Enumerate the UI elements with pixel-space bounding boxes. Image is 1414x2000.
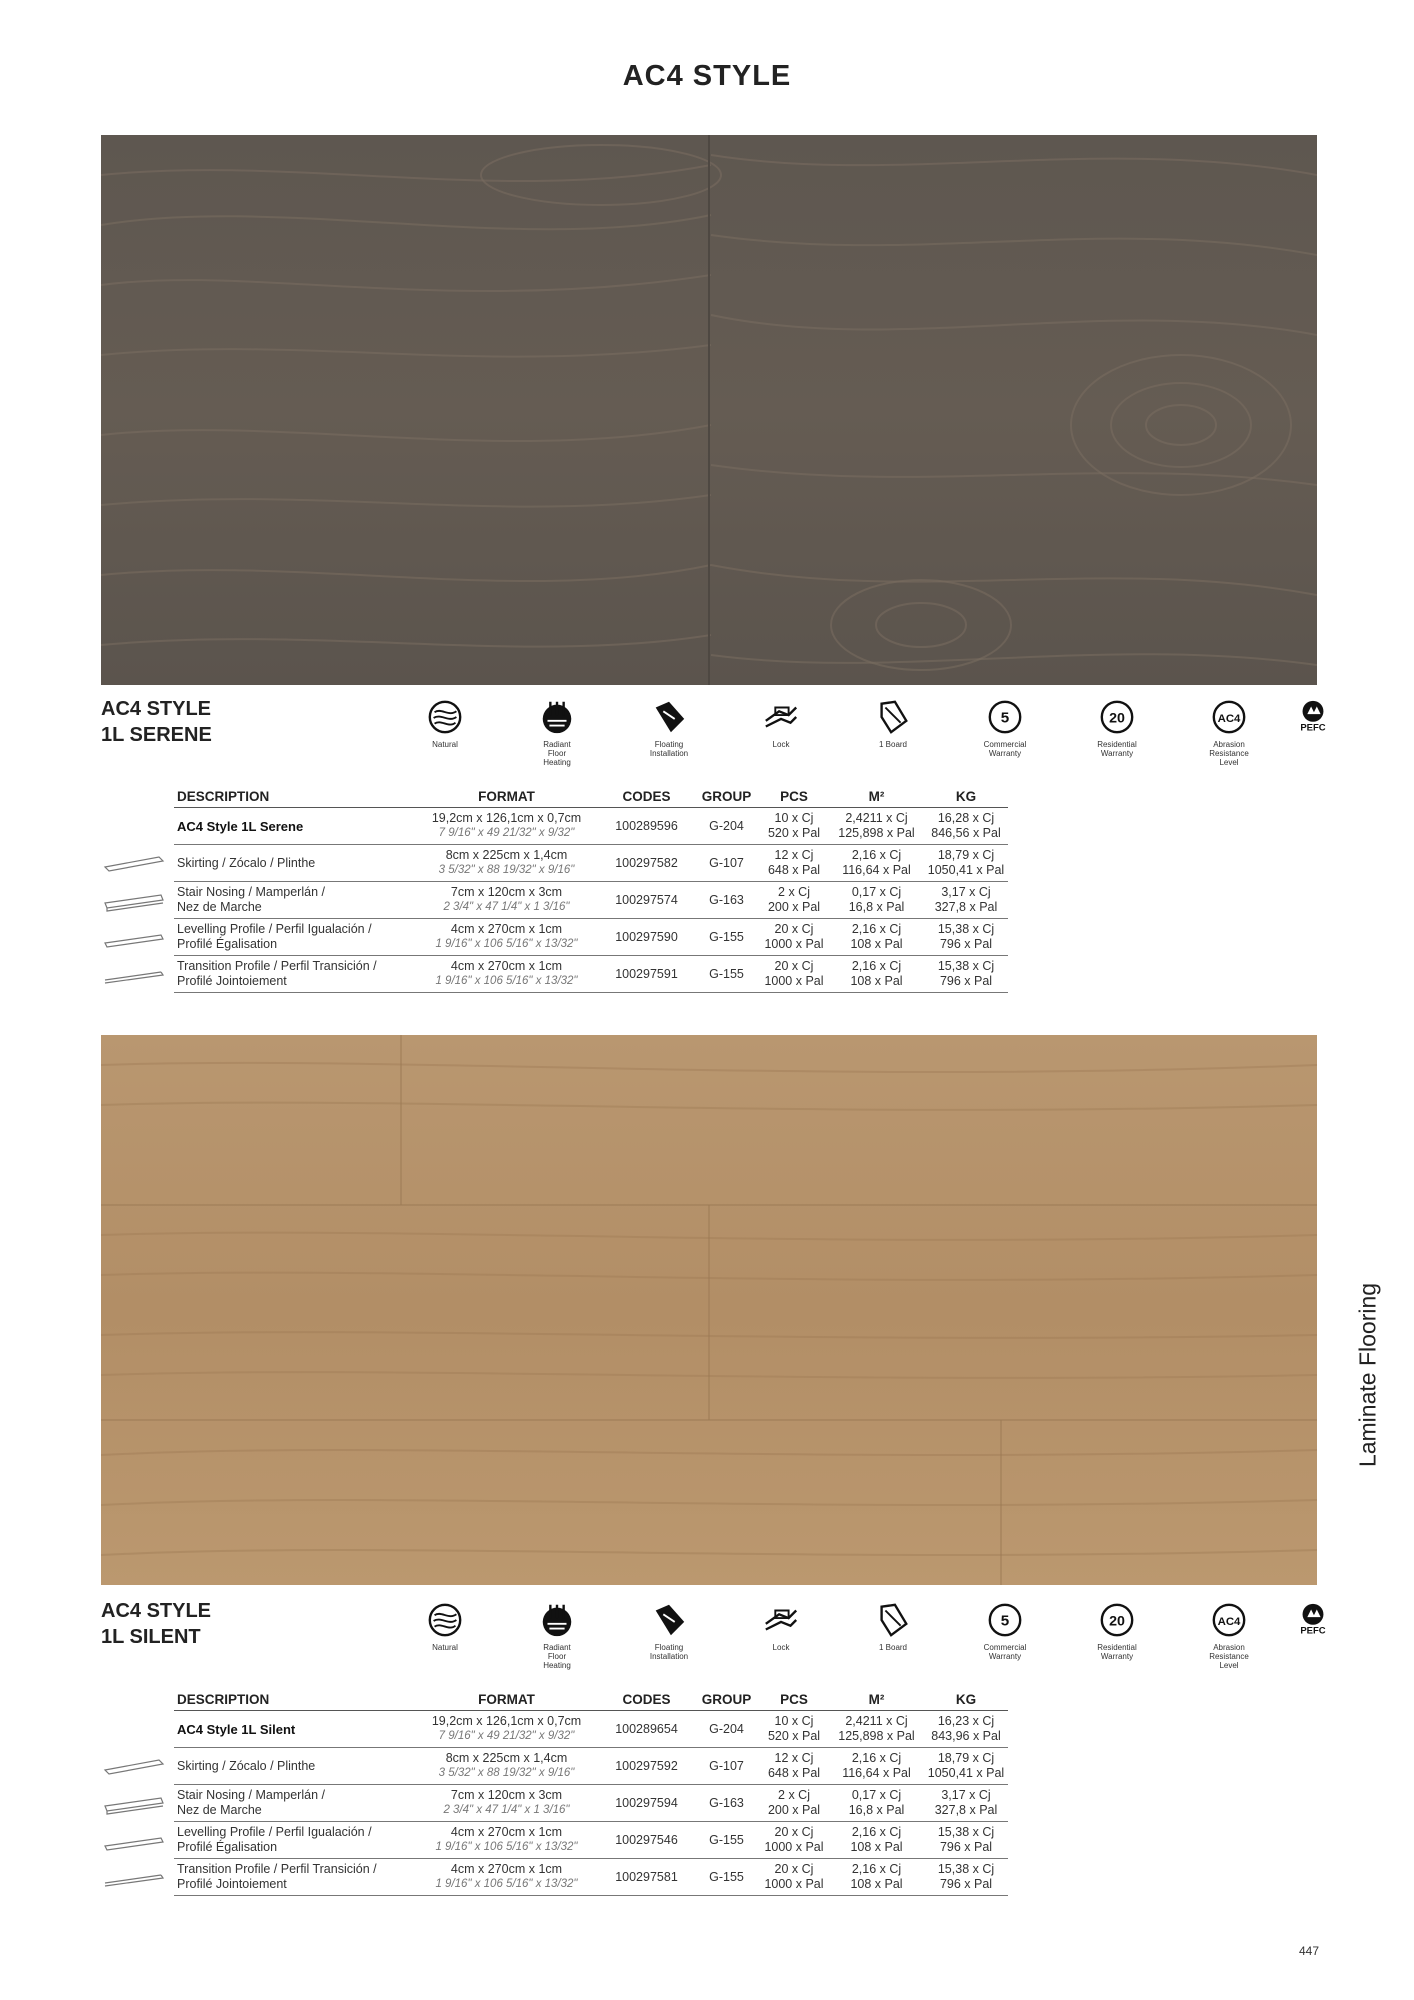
cell-pcs-line1: 20 x Cj <box>774 922 814 936</box>
cell-description-line1: Stair Nosing / Mamperlán / <box>177 1788 325 1802</box>
pefc-icon <box>1294 698 1332 736</box>
warranty-value: 5 <box>1000 1612 1010 1630</box>
cell-pcs <box>759 1711 829 1748</box>
cell-m2-line2: 108 x Pal <box>850 974 903 988</box>
cell-m2-line2: 16,8 x Pal <box>848 1803 905 1817</box>
cell-m2-line1: 0,17 x Cj <box>851 1788 902 1802</box>
cell-m2-line1: 2,16 x Cj <box>851 959 902 973</box>
side-label-text: Laminate Flooring <box>1354 1282 1381 1468</box>
cell-description-line2: Nez de Marche <box>177 1803 262 1817</box>
cell-format-line1: 8cm x 225cm x 1,4cm <box>445 1751 568 1765</box>
cell-kg-line1: 3,17 x Cj <box>941 885 991 899</box>
cell-m2 <box>829 845 924 882</box>
cell-description <box>174 845 414 882</box>
cell-format-line1: 8cm x 225cm x 1,4cm <box>445 848 568 862</box>
cell-group <box>694 1785 759 1822</box>
cell-code-line1: 100297582 <box>615 855 678 870</box>
cell-description <box>174 1785 414 1822</box>
cell-code-line1: 100297594 <box>615 1795 678 1810</box>
cell-group-line1: G-155 <box>709 1832 744 1847</box>
cell-kg-line2: 327,8 x Pal <box>934 1803 998 1817</box>
cell-format-line2: 3 5/32" x 88 19/32" x 9/16" <box>438 1767 575 1779</box>
cell-code-line1: 100289654 <box>615 1721 678 1736</box>
cell-kg <box>924 882 1008 919</box>
feature-one-board <box>848 1601 938 1652</box>
cell-pcs <box>759 919 829 956</box>
col-header-m2: M² <box>829 787 924 808</box>
col-header-pcs: PCS <box>759 1690 829 1711</box>
cell-code <box>599 1748 694 1785</box>
svg-text:PEFC: PEFC <box>1300 722 1326 734</box>
cell-code <box>599 956 694 993</box>
residential-warranty-icon <box>1098 1601 1136 1639</box>
cell-description-line1: Stair Nosing / Mamperlán / <box>177 885 325 899</box>
cell-m2 <box>829 882 924 919</box>
cell-format <box>414 845 599 882</box>
cell-pcs-line2: 200 x Pal <box>767 1803 821 1817</box>
cell-m2-line2: 125,898 x Pal <box>838 1729 915 1743</box>
cell-description-line1: Transition Profile / Perfil Transición / <box>177 1862 377 1876</box>
cell-m2-line1: 2,16 x Cj <box>851 848 902 862</box>
cell-kg-line2: 327,8 x Pal <box>934 900 998 914</box>
feature-label: 1 Board <box>878 740 908 749</box>
commercial-warranty-icon <box>986 698 1024 736</box>
cell-m2-line2: 125,898 x Pal <box>838 826 915 840</box>
cell-pcs-line1: 20 x Cj <box>774 1825 814 1839</box>
cell-group-line1: G-163 <box>709 1795 744 1810</box>
cell-group-line1: G-204 <box>709 818 744 833</box>
cell-pcs-line2: 1000 x Pal <box>764 974 824 988</box>
cell-group <box>694 919 759 956</box>
svg-text:PEFC: PEFC <box>1300 1625 1326 1637</box>
cell-m2-line2: 116,64 x Pal <box>842 1766 911 1780</box>
stair-nosing-profile-icon <box>103 891 167 913</box>
cell-m2-line2: 116,64 x Pal <box>842 863 911 877</box>
transition-profile-icon <box>103 967 167 989</box>
cell-format-line1: 7cm x 120cm x 3cm <box>450 1788 563 1802</box>
cell-code <box>599 808 694 845</box>
cell-pcs <box>759 882 829 919</box>
cell-group <box>694 882 759 919</box>
feature-abrasion-level <box>1184 1601 1274 1670</box>
cell-format-line1: 4cm x 270cm x 1cm <box>450 1825 563 1839</box>
table-row <box>174 882 1008 919</box>
cell-kg <box>924 1785 1008 1822</box>
cell-group <box>694 1822 759 1859</box>
cell-description <box>174 919 414 956</box>
cell-format-line2: 7 9/16" x 49 21/32" x 9/32" <box>438 827 575 839</box>
cell-kg-line2: 796 x Pal <box>939 974 993 988</box>
cell-code-line1: 100297581 <box>615 1869 678 1884</box>
cell-kg-line1: 15,38 x Cj <box>937 959 995 973</box>
feature-label: Commercial Warranty <box>983 1643 1027 1661</box>
cell-group-line1: G-155 <box>709 1869 744 1884</box>
feature-lock <box>736 1601 826 1652</box>
cell-format-line1: 19,2cm x 126,1cm x 0,7cm <box>431 1714 582 1728</box>
product-title-line1: AC4 STYLE <box>101 698 212 720</box>
feature-abrasion-level <box>1184 698 1274 767</box>
cell-description <box>174 1711 414 1748</box>
cell-m2-line2: 108 x Pal <box>850 937 903 951</box>
col-header-format: FORMAT <box>414 1690 599 1711</box>
cell-description-line1: Levelling Profile / Perfil Igualación / <box>177 922 372 936</box>
stair-nosing-profile-icon <box>103 1794 167 1816</box>
feature-residential-warranty <box>1072 1601 1162 1661</box>
cell-code-line1: 100297591 <box>615 966 678 981</box>
cell-pcs <box>759 956 829 993</box>
feature-label: Natural <box>432 1643 458 1652</box>
cell-pcs-line1: 20 x Cj <box>774 1862 814 1876</box>
feature-label: Lock <box>772 740 790 749</box>
pefc-icon <box>1294 1601 1332 1639</box>
feature-natural <box>400 698 490 749</box>
col-header-codes: CODES <box>599 1690 694 1711</box>
cell-description-line1: Skirting / Zócalo / Plinthe <box>177 855 316 870</box>
cell-format-line2: 2 3/4" x 47 1/4" x 1 3/16" <box>443 901 570 913</box>
cell-description-line1: Levelling Profile / Perfil Igualación / <box>177 1825 372 1839</box>
cell-pcs-line2: 520 x Pal <box>767 1729 821 1743</box>
col-header-format: FORMAT <box>414 787 599 808</box>
table-header-row <box>174 1690 1008 1711</box>
cell-description <box>174 1822 414 1859</box>
cell-format-line2: 1 9/16" x 106 5/16" x 13/32" <box>435 975 578 987</box>
cell-format-line2: 3 5/32" x 88 19/32" x 9/16" <box>438 864 575 876</box>
cell-kg-line1: 3,17 x Cj <box>941 1788 991 1802</box>
lock-icon <box>762 1601 800 1639</box>
cell-pcs-line1: 2 x Cj <box>778 1788 810 1802</box>
cell-kg-line1: 15,38 x Cj <box>937 1825 995 1839</box>
feature-commercial-warranty <box>960 1601 1050 1661</box>
cell-m2-line1: 0,17 x Cj <box>851 885 902 899</box>
cell-group-line1: G-163 <box>709 892 744 907</box>
cell-m2 <box>829 1785 924 1822</box>
cell-description-line1: Skirting / Zócalo / Plinthe <box>177 1758 316 1773</box>
cell-format <box>414 1711 599 1748</box>
cell-pcs-line2: 1000 x Pal <box>764 1840 824 1854</box>
col-header-m2: M² <box>829 1690 924 1711</box>
warranty-value: 5 <box>1000 709 1010 727</box>
feature-label: Residential Warranty <box>1097 1643 1137 1661</box>
cell-pcs-line2: 1000 x Pal <box>764 1877 824 1891</box>
cell-m2-line1: 2,16 x Cj <box>851 1751 902 1765</box>
cell-kg <box>924 1748 1008 1785</box>
abrasion-level-icon <box>1210 698 1248 736</box>
cell-description-line1: AC4 Style 1L Serene <box>177 818 304 834</box>
feature-label: Radiant Floor Heating <box>543 740 571 767</box>
feature-radiant-heating <box>512 1601 602 1670</box>
cell-code <box>599 1785 694 1822</box>
cell-pcs <box>759 1859 829 1896</box>
natural-icon <box>426 698 464 736</box>
cell-code <box>599 1859 694 1896</box>
col-header-kg: KG <box>924 1690 1008 1711</box>
cell-m2 <box>829 1711 924 1748</box>
feature-one-board <box>848 698 938 749</box>
spec-table-silent <box>174 1690 1008 1896</box>
col-header-kg: KG <box>924 787 1008 808</box>
cell-pcs-line1: 10 x Cj <box>774 811 814 825</box>
col-header-description: DESCRIPTION <box>174 1690 414 1711</box>
cell-m2 <box>829 808 924 845</box>
cell-format <box>414 1785 599 1822</box>
cell-kg-line1: 18,79 x Cj <box>937 848 995 862</box>
cell-description-line1: AC4 Style 1L Silent <box>177 1721 296 1737</box>
feature-commercial-warranty <box>960 698 1050 758</box>
cell-code-line1: 100297574 <box>615 892 678 907</box>
cell-description-line2: Profilé Jointoiement <box>177 974 287 988</box>
table-row <box>174 1859 1008 1896</box>
cell-group <box>694 1859 759 1896</box>
cell-code <box>599 1822 694 1859</box>
cell-group-line1: G-155 <box>709 929 744 944</box>
wood-swatch-serene <box>101 135 1317 685</box>
product-title-line2: 1L SERENE <box>101 724 212 746</box>
table-row <box>174 808 1008 845</box>
levelling-profile-icon <box>103 929 167 951</box>
cell-kg <box>924 1711 1008 1748</box>
col-header-pcs: PCS <box>759 787 829 808</box>
cell-description-line2: Profilé Jointoiement <box>177 1877 287 1891</box>
cell-group <box>694 956 759 993</box>
cell-kg-line1: 16,23 x Cj <box>937 1714 995 1728</box>
transition-profile-icon <box>103 1870 167 1892</box>
cell-format <box>414 919 599 956</box>
cell-description <box>174 1748 414 1785</box>
cell-description-line2: Profilé Égalisation <box>177 937 278 951</box>
cell-m2 <box>829 1748 924 1785</box>
cell-group <box>694 1711 759 1748</box>
cell-pcs-line2: 1000 x Pal <box>764 937 824 951</box>
product-title-line1: AC4 STYLE <box>101 1600 212 1622</box>
cell-kg <box>924 1859 1008 1896</box>
cell-description-line2: Profilé Égalisation <box>177 1840 278 1854</box>
cell-m2-line2: 16,8 x Pal <box>848 900 905 914</box>
lock-icon <box>762 698 800 736</box>
cell-pcs-line2: 200 x Pal <box>767 900 821 914</box>
cell-pcs-line2: 520 x Pal <box>767 826 821 840</box>
cell-kg-line2: 796 x Pal <box>939 937 993 951</box>
cell-m2 <box>829 919 924 956</box>
cell-group <box>694 845 759 882</box>
cell-format <box>414 882 599 919</box>
cell-m2-line2: 108 x Pal <box>850 1840 903 1854</box>
cell-m2-line1: 2,16 x Cj <box>851 1862 902 1876</box>
feature-floating-installation <box>624 698 714 758</box>
abrasion-value: AC4 <box>1217 712 1241 725</box>
cell-code <box>599 919 694 956</box>
cell-description-line2: Nez de Marche <box>177 900 262 914</box>
cell-pcs <box>759 808 829 845</box>
abrasion-level-icon <box>1210 1601 1248 1639</box>
feature-residential-warranty <box>1072 698 1162 758</box>
cell-kg-line2: 846,56 x Pal <box>931 826 1001 840</box>
table-row <box>174 845 1008 882</box>
cell-kg-line2: 1050,41 x Pal <box>927 863 1005 877</box>
cell-format-line2: 1 9/16" x 106 5/16" x 13/32" <box>435 1841 578 1853</box>
cell-format-line1: 7cm x 120cm x 3cm <box>450 885 563 899</box>
floating-installation-icon <box>650 1601 688 1639</box>
spec-table-serene <box>174 787 1008 993</box>
cell-description-line1: Transition Profile / Perfil Transición / <box>177 959 377 973</box>
one-board-icon <box>874 698 912 736</box>
cell-group-line1: G-204 <box>709 1721 744 1736</box>
table-row <box>174 1711 1008 1748</box>
feature-pefc <box>1268 698 1358 736</box>
commercial-warranty-icon <box>986 1601 1024 1639</box>
residential-warranty-icon <box>1098 698 1136 736</box>
cell-group-line1: G-107 <box>709 1758 744 1773</box>
cell-format-line1: 19,2cm x 126,1cm x 0,7cm <box>431 811 582 825</box>
table-row <box>174 919 1008 956</box>
col-header-group: GROUP <box>694 1690 759 1711</box>
cell-code-line1: 100297590 <box>615 929 678 944</box>
skirting-profile-icon <box>103 853 167 875</box>
cell-kg-line1: 18,79 x Cj <box>937 1751 995 1765</box>
table-row <box>174 1785 1008 1822</box>
feature-natural <box>400 1601 490 1652</box>
table-header-row <box>174 787 1008 808</box>
cell-pcs-line1: 12 x Cj <box>774 848 814 862</box>
cell-description <box>174 882 414 919</box>
product-title-serene <box>101 696 212 748</box>
cell-group-line1: G-107 <box>709 855 744 870</box>
one-board-icon <box>874 1601 912 1639</box>
table-row <box>174 1748 1008 1785</box>
cell-m2-line2: 108 x Pal <box>850 1877 903 1891</box>
cell-code-line1: 100289596 <box>615 818 678 833</box>
feature-label: Radiant Floor Heating <box>543 1643 571 1670</box>
feature-label: Commercial Warranty <box>983 740 1027 758</box>
cell-pcs <box>759 1785 829 1822</box>
cell-format <box>414 1822 599 1859</box>
levelling-profile-icon <box>103 1832 167 1854</box>
cell-format <box>414 808 599 845</box>
product-title-line2: 1L SILENT <box>101 1626 201 1648</box>
feature-label: Natural <box>432 740 458 749</box>
cell-group-line1: G-155 <box>709 966 744 981</box>
feature-pefc <box>1268 1601 1358 1639</box>
skirting-profile-icon <box>103 1756 167 1778</box>
feature-lock <box>736 698 826 749</box>
cell-description <box>174 1859 414 1896</box>
cell-pcs-line2: 648 x Pal <box>767 1766 821 1780</box>
cell-code <box>599 1711 694 1748</box>
cell-pcs-line1: 20 x Cj <box>774 959 814 973</box>
page-number: 447 <box>1298 1944 1319 1958</box>
col-header-codes: CODES <box>599 787 694 808</box>
cell-code <box>599 845 694 882</box>
cell-kg-line1: 16,28 x Cj <box>937 811 995 825</box>
cell-description <box>174 956 414 993</box>
cell-group <box>694 1748 759 1785</box>
feature-label: Lock <box>772 1643 790 1652</box>
warranty-value: 20 <box>1109 710 1125 727</box>
feature-icons-serene <box>400 698 1326 778</box>
abrasion-value: AC4 <box>1217 1615 1241 1628</box>
cell-kg <box>924 808 1008 845</box>
cell-pcs-line1: 12 x Cj <box>774 1751 814 1765</box>
table-row <box>174 956 1008 993</box>
cell-format-line2: 7 9/16" x 49 21/32" x 9/32" <box>438 1730 575 1742</box>
col-header-group: GROUP <box>694 787 759 808</box>
cell-format-line1: 4cm x 270cm x 1cm <box>450 959 563 973</box>
cell-kg <box>924 845 1008 882</box>
cell-kg-line2: 796 x Pal <box>939 1877 993 1891</box>
cell-kg-line1: 15,38 x Cj <box>937 1862 995 1876</box>
radiant-floor-heating-icon <box>538 1601 576 1639</box>
cell-pcs-line1: 2 x Cj <box>778 885 810 899</box>
col-header-description: DESCRIPTION <box>174 787 414 808</box>
cell-kg <box>924 919 1008 956</box>
cell-m2-line1: 2,16 x Cj <box>851 1825 902 1839</box>
cell-pcs <box>759 1748 829 1785</box>
cell-m2-line1: 2,16 x Cj <box>851 922 902 936</box>
floating-installation-icon <box>650 698 688 736</box>
cell-format <box>414 1859 599 1896</box>
cell-kg <box>924 1822 1008 1859</box>
page-title: AC4 STYLE <box>622 60 792 92</box>
cell-format-line2: 1 9/16" x 106 5/16" x 13/32" <box>435 1878 578 1890</box>
cell-m2 <box>829 956 924 993</box>
cell-kg <box>924 956 1008 993</box>
wood-swatch-silent <box>101 1035 1317 1585</box>
cell-format-line1: 4cm x 270cm x 1cm <box>450 922 563 936</box>
cell-code-line1: 100297592 <box>615 1758 678 1773</box>
cell-format <box>414 956 599 993</box>
cell-m2-line1: 2,4211 x Cj <box>845 811 908 825</box>
cell-format <box>414 1748 599 1785</box>
cell-description <box>174 808 414 845</box>
cell-group <box>694 808 759 845</box>
table-row <box>174 1822 1008 1859</box>
feature-label: Floating Installation <box>649 1643 689 1661</box>
feature-radiant-heating <box>512 698 602 767</box>
warranty-value: 20 <box>1109 1613 1125 1630</box>
feature-label: Residential Warranty <box>1097 740 1137 758</box>
cell-format-line1: 4cm x 270cm x 1cm <box>450 1862 563 1876</box>
cell-m2-line1: 2,4211 x Cj <box>845 1714 908 1728</box>
feature-label: Abrasion Resistance Level <box>1209 740 1249 767</box>
cell-code <box>599 882 694 919</box>
feature-icons-silent <box>400 1601 1326 1681</box>
cell-kg-line1: 15,38 x Cj <box>937 922 995 936</box>
cell-kg-line2: 843,96 x Pal <box>931 1729 1001 1743</box>
cell-pcs <box>759 845 829 882</box>
feature-label: 1 Board <box>878 1643 908 1652</box>
cell-format-line2: 2 3/4" x 47 1/4" x 1 3/16" <box>443 1804 570 1816</box>
feature-label: Abrasion Resistance Level <box>1209 1643 1249 1670</box>
cell-pcs-line2: 648 x Pal <box>767 863 821 877</box>
cell-pcs-line1: 10 x Cj <box>774 1714 814 1728</box>
cell-pcs <box>759 1822 829 1859</box>
natural-icon <box>426 1601 464 1639</box>
cell-kg-line2: 1050,41 x Pal <box>927 1766 1005 1780</box>
cell-format-line2: 1 9/16" x 106 5/16" x 13/32" <box>435 938 578 950</box>
feature-label: Floating Installation <box>649 740 689 758</box>
cell-kg-line2: 796 x Pal <box>939 1840 993 1854</box>
product-title-silent <box>101 1598 211 1650</box>
cell-m2 <box>829 1859 924 1896</box>
cell-m2 <box>829 1822 924 1859</box>
side-section-label <box>1348 1265 1388 1485</box>
radiant-floor-heating-icon <box>538 698 576 736</box>
cell-code-line1: 100297546 <box>615 1832 678 1847</box>
feature-floating-installation <box>624 1601 714 1661</box>
